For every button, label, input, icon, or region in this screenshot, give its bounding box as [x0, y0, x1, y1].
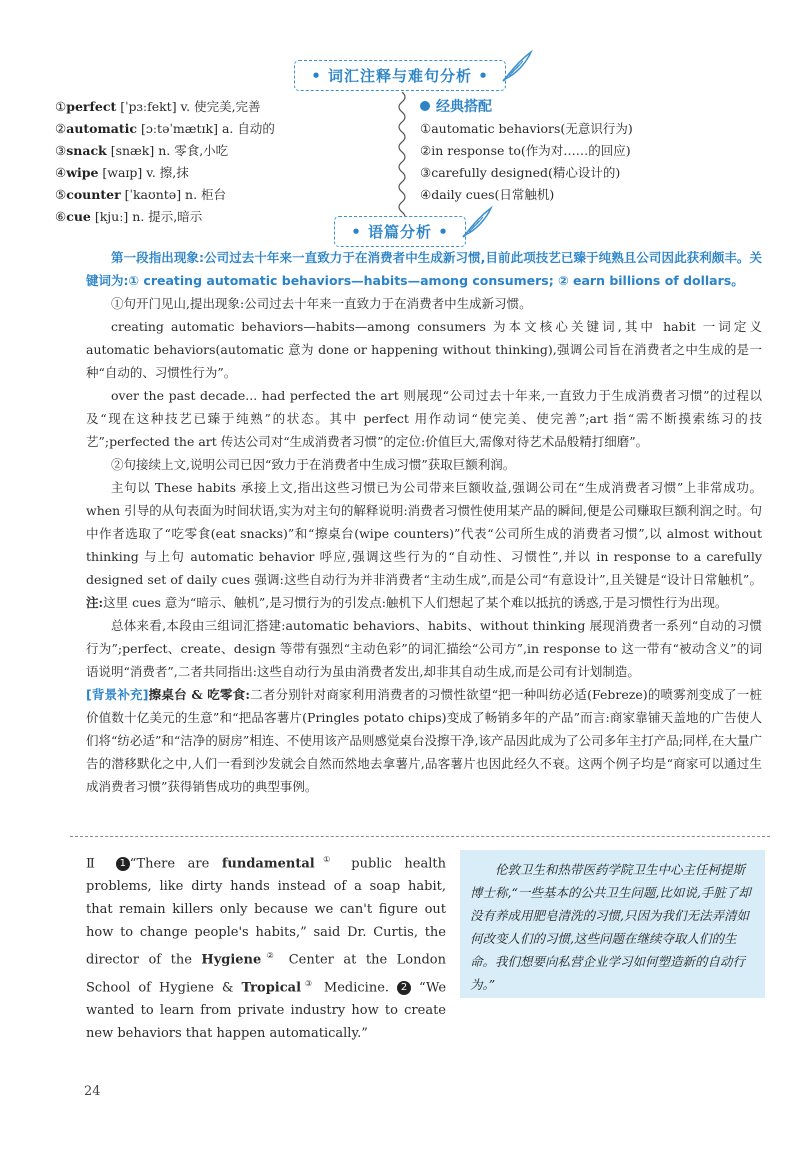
analysis-header-box	[334, 216, 466, 247]
collocation-item: ①automatic behaviors(无意识行为)	[420, 121, 633, 136]
analysis-header	[0, 216, 800, 247]
background-heading: 擦桌台 & 吃零食:	[148, 687, 250, 702]
sentence-number-badge: 1	[116, 857, 130, 871]
vocab-item: ④wipe [waɪp] v. 擦,抹	[55, 165, 189, 180]
collocation-item: ③carefully designed(精心设计的)	[420, 165, 621, 180]
english-passage: Ⅱ 1 “There are fundamental① public health problems, like dirty hands instead of a soap habit, that remain killers only because we can't figure out how to change people's habits,” said Dr. Curtis, the director of the Hygiene② Center at the London School of Hygiene & Tropical③ Medicine. 2 “We wanted to learn from private industry how to create new behaviors that happen automatically.”	[86, 855, 447, 1041]
analysis-paragraph: over the past decade... had perfected the art 则展现“公司过去十年来,一直致力于生成消费者习惯”的过程以及“现在这种技艺已臻于纯熟”的状态。其中 perfect 用作动词“使完美、使完善”;art 指“需不断摸索练习的技艺”;perfected the art 传达公司对“生成消费者习惯”的定位:价值巨大,需像对待艺术品般精打细磨”。	[86, 388, 762, 449]
collocation-item: ②in response to(作为对……的回应)	[420, 143, 631, 158]
analysis-header-title: • 语篇分析 •	[351, 223, 449, 241]
paragraph-marker: Ⅱ	[86, 856, 104, 872]
discourse-analysis	[86, 246, 762, 798]
background-tag: [背景补充]	[86, 687, 149, 702]
translation-box: 伦敦卫生和热带医药学院卫生中心主任柯提斯博士称,“一些基本的公共卫生问题,比如说,手脏了却没有养成用肥皂清洗的习惯,只因为我们无法弄清如何改变人们的习惯,这些问题在继续夺取人们的生命。我们想要向私营企业学习如何塑造新的自动行为。”	[460, 850, 765, 998]
vocabulary-list	[55, 96, 385, 228]
analysis-paragraph: 总体来看,本段由三组词汇搭建:automatic behaviors、habits、without thinking 展现消费者一系列“自动的习惯行为”;perfect、create、design 等带有强烈“主动色彩”的词汇描绘“公司方”,in response to 这一带有“被动含义”的词语说明“消费者”,二者共同指出:这些自动行为虽由消费者发出,却非其自动生成,而是公司有计划制造。	[86, 618, 762, 679]
analysis-paragraph: ②句接续上文,说明公司已因“致力于在消费者中生成习惯”获取巨额利润。	[111, 457, 516, 472]
vocab-item: ③snack [snæk] n. 零食,小吃	[55, 143, 229, 158]
vocab-item: ⑥cue [kjuː] n. 提示,暗示	[55, 209, 203, 224]
vocab-header-title: • 词汇注释与难句分析 •	[311, 67, 489, 85]
analysis-paragraph: 主句以 These habits 承接上文,指出这些习惯已为公司带来巨额收益,强调公司在“生成消费者习惯”上非常成功。when 引导的从句表面为时间状语,实为对主句的解释说明:消费者习惯性使用某产品的瞬间,便是公司赚取巨额利润之时。句中作者选取了“吃零食(eat snacks)”和“擦桌台(wipe counters)”代表“公司所生成的消费者习惯”,以 almost without thinking 与上句 automatic behavior 呼应,强调这些行为的“自动性、习惯性”,并以 in response to a carefully designed set of daily cues 强调:这些自动行为并非消费者“主动生成”,而是公司“有意设计”,且关键是“设计日常触机”。注:这里 cues 意为“暗示、触机”,是习惯行为的引发点:触机下人们想起了某个难以抵抗的诱惑,于是习惯性行为出现。	[86, 480, 762, 610]
quill-pen-icon	[501, 49, 535, 83]
quill-pen-icon	[461, 205, 495, 239]
collocations	[420, 96, 760, 206]
chain-divider-icon	[396, 92, 408, 222]
analysis-lead: 第一段指出现象:公司过去十年来一直致力于在消费者中生成新习惯,目前此项技艺已臻于纯熟且公司因此获利颇丰。关键词为:① creating automatic behaviors—habits—among consumers; ② earn billions of dollars。	[86, 250, 762, 288]
background-note: [背景补充]擦桌台 & 吃零食:二者分别针对商家利用消费者的习惯性欲望“把一种叫纺必适(Febreze)的喷雾剂变成了一桩价值数十亿美元的生意”和“把品客薯片(Pringles potato chips)变成了畅销多年的产品”而言:商家靠铺天盖地的广告使人们将“纺必适”和“洁净的厨房”相连、不使用该产品则感觉桌台没擦干净,该产品因此成为了公司多年主打产品;同样,在大量广告的潜移默化之中,人们一看到沙发就会自然而然地去拿薯片,品客薯片也因此经久不衰。这两个例子均是“商家可以通过生成消费者习惯”获得销售成功的典型事例。	[86, 687, 762, 794]
bullet-dot-icon	[420, 101, 430, 111]
note-label: 注:	[86, 595, 104, 610]
analysis-paragraph: creating automatic behaviors—habits—among consumers 为本文核心关键词,其中 habit 一词定义 automatic behaviors(automatic 意为 done or happening without thinking),强调公司旨在消费者之中生成的是一种“自动的、习惯性行为”。	[86, 319, 762, 380]
collocations-title: 经典搭配	[420, 96, 760, 118]
vocab-item: ②automatic [ɔːtəˈmætɪk] a. 自动的	[55, 121, 275, 136]
section-divider	[70, 836, 770, 837]
page-number: 24	[84, 1084, 101, 1099]
sentence-number-badge: 2	[397, 981, 411, 995]
vocab-header-box	[294, 60, 506, 91]
vocab-header	[0, 60, 800, 91]
analysis-paragraph: ①句开门见山,提出现象:公司过去十年来一直致力于在消费者中生成新习惯。	[111, 296, 532, 311]
vocab-item: ⑤counter [ˈkaʊntə] n. 柜台	[55, 187, 227, 202]
vocab-item: ①perfect [ˈpɜːfekt] v. 使完美,完善	[55, 99, 261, 114]
collocation-item: ④daily cues(日常触机)	[420, 187, 555, 202]
